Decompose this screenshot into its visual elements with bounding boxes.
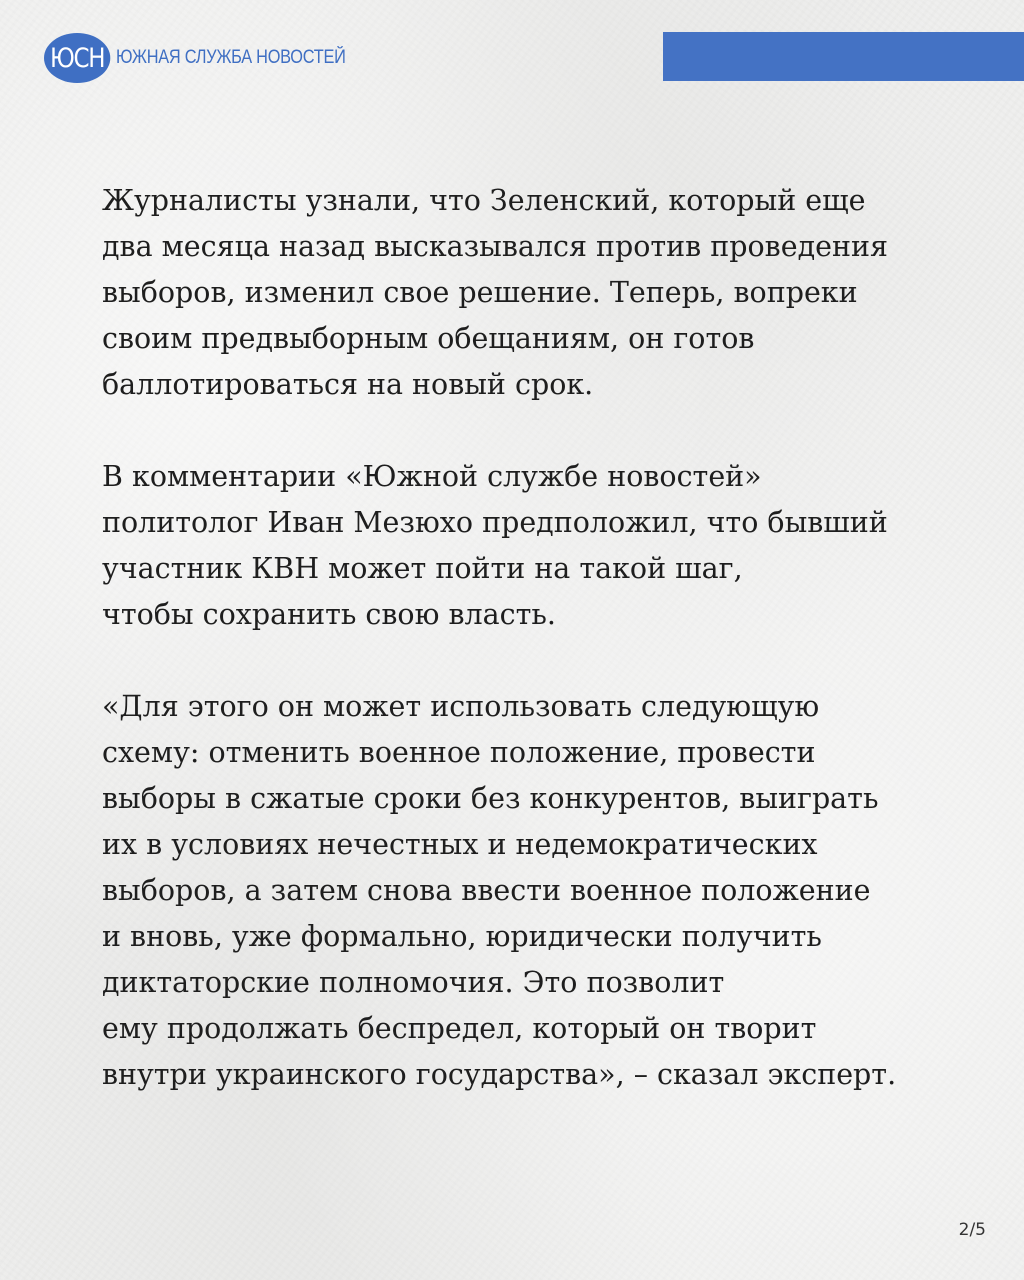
text-line: «Для этого он может использовать следующую bbox=[102, 690, 820, 723]
text-line: баллотироваться на новый срок. bbox=[102, 368, 594, 401]
text-line: чтобы сохранить свою власть. bbox=[102, 598, 556, 631]
text-line: их в условиях нечестных и недемократических bbox=[102, 828, 818, 861]
article-paragraph-3 bbox=[102, 684, 932, 1098]
article-paragraph-2 bbox=[102, 454, 932, 638]
text-line: Журналисты узнали, что Зеленский, который еще bbox=[102, 184, 866, 217]
article-body bbox=[102, 178, 932, 1144]
text-line: внутри украинского государства», – сказал эксперт. bbox=[102, 1058, 897, 1091]
logo-mark: ЮСН bbox=[44, 33, 110, 83]
header-accent-bar bbox=[663, 32, 1024, 81]
text-line: участник КВН может пойти на такой шаг, bbox=[102, 552, 743, 585]
article-paragraph-1 bbox=[102, 178, 932, 408]
text-line: В комментарии «Южной службе новостей» bbox=[102, 460, 762, 493]
logo bbox=[44, 33, 383, 83]
text-line: два месяца назад высказывался против проведения bbox=[102, 230, 888, 263]
logo-text: ЮЖНАЯ СЛУЖБА НОВОСТЕЙ bbox=[116, 47, 346, 68]
text-line: своим предвыборным обещаниям, он готов bbox=[102, 322, 755, 355]
text-line: выборы в сжатые сроки без конкурентов, выиграть bbox=[102, 782, 879, 815]
text-line: и вновь, уже формально, юридически получить bbox=[102, 920, 822, 953]
text-line: диктаторские полномочия. Это позволит bbox=[102, 966, 725, 999]
text-line: выборов, а затем снова ввести военное положение bbox=[102, 874, 871, 907]
page-counter: 2/5 bbox=[958, 1220, 986, 1240]
text-line: выборов, изменил свое решение. Теперь, вопреки bbox=[102, 276, 858, 309]
text-line: политолог Иван Мезюхо предположил, что бывший bbox=[102, 506, 888, 539]
text-line: схему: отменить военное положение, провести bbox=[102, 736, 816, 769]
text-line: ему продолжать беспредел, который он творит bbox=[102, 1012, 817, 1045]
